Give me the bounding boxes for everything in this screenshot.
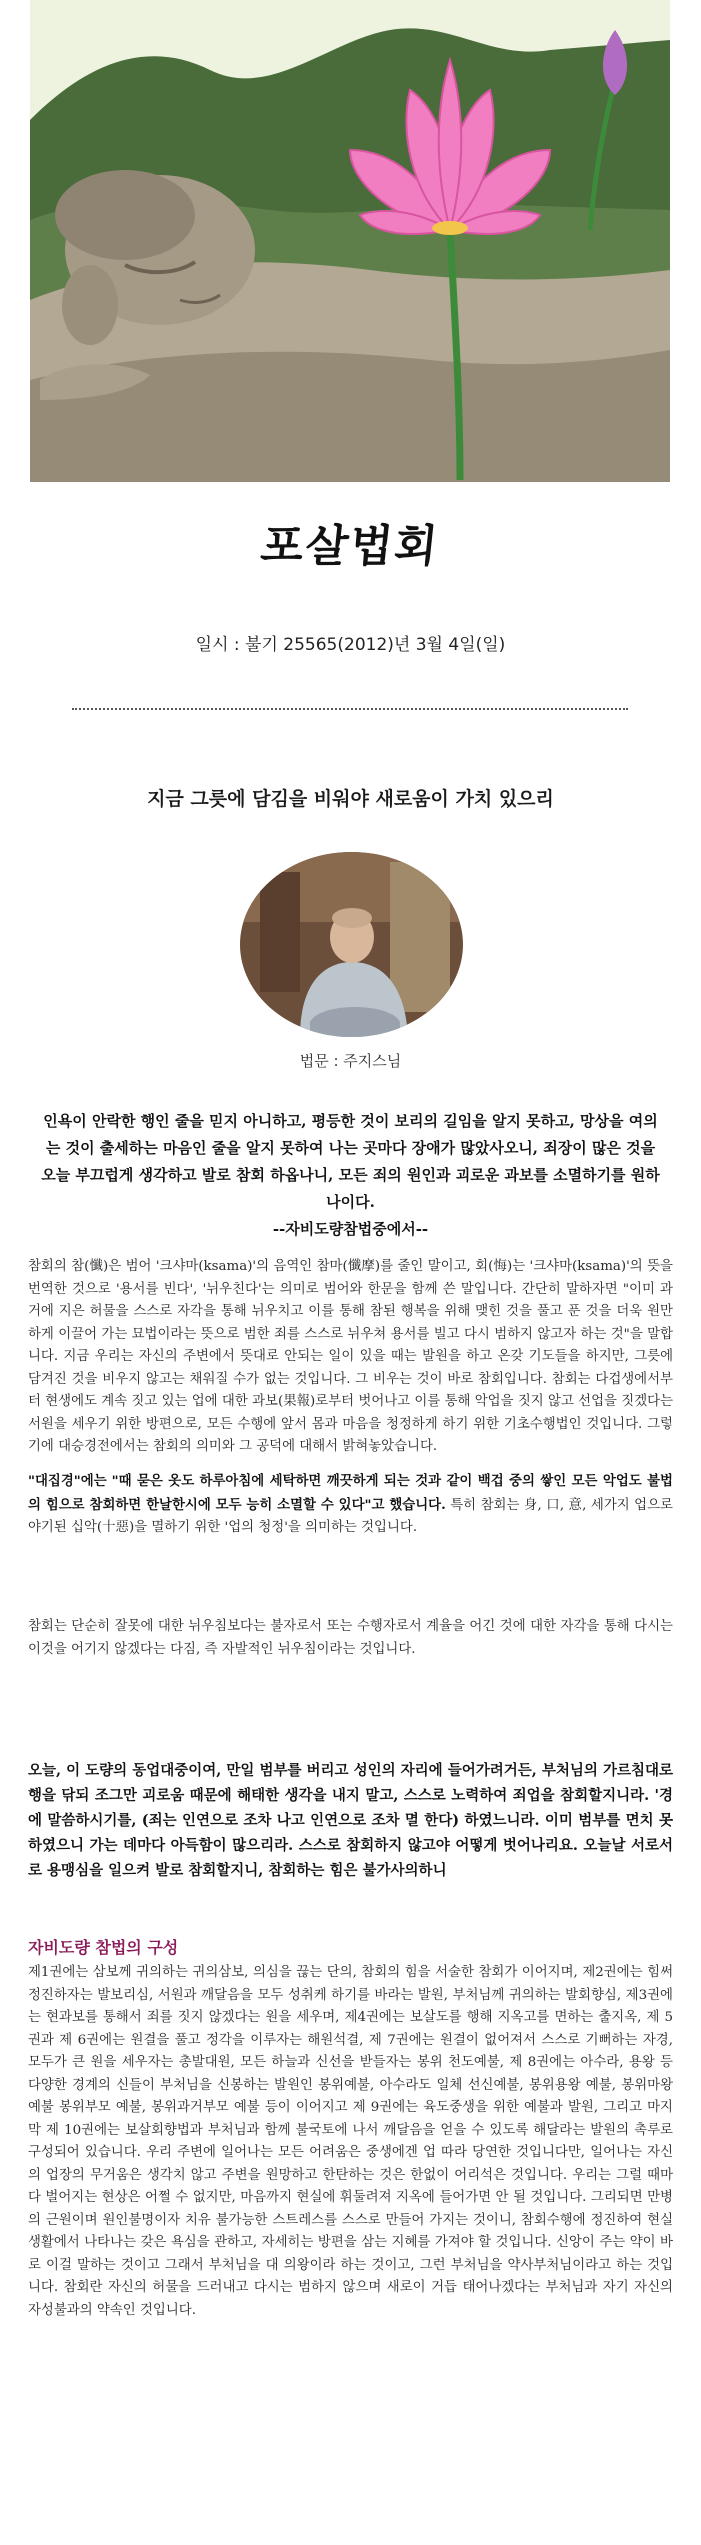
article-headline: 지금 그릇에 담김을 비워야 새로움이 가치 있으리 [147, 788, 554, 810]
vow-text: 인욕이 안락한 행인 줄을 믿지 아니하고, 평등한 것이 보리의 길임을 알지 못하고, 망상을 여의는 것이 출세하는 마음인 줄을 알지 못하여 나는 곳마다 장애가 많았사오니, 죄장이 많은 것을 오늘 부끄럽게 생각하고 발로 참회 하옵나니, 모든 죄의 원인과 괴로운 과보를 소멸하기를 원하나이다. [41, 1112, 660, 1211]
paragraph-4: 제1권에는 삼보께 귀의하는 귀의삼보, 의심을 끊는 단의, 참회의 힘을 서술한 참회가 이어지며, 제2권에는 힘써 정진하자는 발보리심, 서원과 깨달음을 모두 성취케 하기를 바라는 발원, 부처님께 귀의하는 발회향심, 제3권에는 현과보를 통해서 죄를 짓지 않겠다는 원을 세우며, 제4권에는 보살도를 행해 지옥고를 면하는 출지옥, 제 5권과 제 6권에는 원결을 풀고 정각을 이루자는 해원석결, 제 7권에는 원결이 없어져서 스스로 기뻐하는 자경, 모두가 큰 원을 세우자는 총발대원, 모든 하늘과 신선을 받들자는 봉위 천도예불, 제 8권에는 아수라, 용왕 등 다양한 경계의 신들이 부처님을 신봉하는 발원인 봉위예불, 아수라도 일체 선신예불, 봉위용왕 예불, 봉위마왕 예불 봉위부모 예불, 봉위과거부모 예불 등이 이어지고 제 9권에는 육도중생을 위한 예불과 발원, 그리고 마지막 제 10권에는 보살회향법과 부처님과 함께 불국토에 나서 깨달음을 얻을 수 있도록 해달라는 발원의 촉루로 구성되어 있습니다. 우리 주변에 일어나는 모든 어려움은 중생에겐 업 따라 당연한 것입니다만, 일어나는 자신의 업장의 무거움은 생각치 않고 주변을 원망하고 한탄하는 것은 한없이 어리석은 것입니다. 우리는 그럴 때마다 벌어지는 현상은 어쩔 수 없지만, 마음까지 현실에 휘둘려져 지옥에 들어가면 안 될 것입니다. 그리되면 만병의 근원이며 원인불명이자 치유 불가능한 스트레스를 스스로 만들어 가지는 것이니, 참회수행에 정진하여 현실생활에서 나타나는 갖은 욕심을 관하고, 자세히는 방편을 삼는 지혜를 가져야 할 것입니다. 신앙이 주는 약이 바로 이걸 말하는 것이고 그래서 부처님을 대 의왕이라 하는 것이고, 그런 부처님을 약사부처님이라고 하는 것입니다. 참회란 자신의 허물을 드러내고 다시는 범하지 않으며 새로이 거듭 태어나겠다는 부처님과 자기 자신의 자성불과의 약속인 것입니다. [28, 1965, 673, 2318]
page-title: 포살법회 [258, 521, 442, 572]
paragraph-2-quote: "때 묻은 옷도 하루아침에 세탁하면 깨끗하게 되는 것과 같이 백겁 중의 쌓인 모든 악업도 불법의 힘으로 참회하면 한날한시에 모두 능히 소멸할 수 있다"고 했습니다. [28, 1473, 673, 1513]
scripture-quote: 오늘, 이 도량의 동업대중이여, 만일 범부를 버리고 성인의 자리에 들어가려거든, 부처님의 가르침대로 행을 닦되 조그만 괴로움 때문에 해태한 생각을 내지 말고, 스스로 노력하여 죄업을 참회할지니라. '경에 말씀하시기를, (죄는 인연으로 조차 나고 인연으로 조차 멸 한다) 하였느니라. 이미 범부를 면치 못하였으니 가는 데마다 아득함이 많으리라. 스스로 참회하지 않고야 어떻게 벗어나리요. 오늘날 서로서로 용맹심을 일으켜 발로 참회할지니, 참회하는 힘은 불가사의하니 [28, 1762, 673, 1879]
section-title: 자비도량 참법의 구성 [28, 1938, 179, 1957]
paragraph-2-tail: 특히 참회는 身, 口, 意, 세가지 업으로 야기된 십악(十惡)을 멸하기 위한 '업의 청정'을 의미하는 것입니다. [28, 1497, 673, 1535]
paragraph-3: 참회는 단순히 잘못에 대한 뉘우침보다는 불자로서 또는 수행자로서 계율을 어긴 것에 대한 자각을 통해 다시는 이것을 어기지 않겠다는 다짐, 즉 자발적인 뉘우침이라는 것입니다. [28, 1619, 673, 1657]
monk-portrait-photo [240, 852, 463, 1037]
paragraph-1: 참회의 참(懺)은 범어 '크샤마(ksama)'의 음역인 참마(懺摩)를 줄인 말이고, 회(悔)는 '크샤마(ksama)'의 뜻을 번역한 것으로 '용서를 빈다', '뉘우친다'는 의미로 범어와 한문을 함께 쓴 말입니다. 간단히 말하자면 "이미 과거에 지은 허물을 스스로 자각을 통해 뉘우치고 이를 통해 참된 행복을 위해 맺힌 것을 풀고 푼 것을 더욱 원만하게 이끌어 가는 묘법이라는 뜻으로 범한 죄를 스스로 뉘우쳐 용서를 빌고 다시 범하지 않고자 하는 것"을 말합니다. 지금 우리는 자신의 주변에서 뜻대로 안되는 일이 있을 때는 발원을 하고 온갖 기도들을 하지만, 그릇에 담겨진 것을 비우지 않고는 채워질 수가 없는 것입니다. 그 비우는 것이 바로 참회입니다. 참회는 다겁생에서부터 현생에도 계속 짓고 있는 업에 대한 과보(果報)로부터 벗어나고 이를 통해 악업을 짓지 않고 선업을 짓겠다는 서원을 세우기 위한 방편으로, 모든 수행에 앞서 몸과 마음을 청정하게 하기 위한 기초수행법인 것입니다. 그렇기에 대승경전에서는 참회의 의미와 그 공덕에 대해서 밝혀놓았습니다. [28, 1259, 673, 1454]
portrait-caption: 법문 : 주지스님 [299, 1052, 402, 1070]
vow-paragraph [40, 1108, 661, 1243]
reclining-buddha-lotus-image [30, 0, 670, 482]
paragraph-2-lead: "대집경"에는 [28, 1473, 107, 1489]
dotted-divider [72, 708, 628, 710]
vow-source: --자비도량참법중에서-- [272, 1220, 429, 1238]
event-date: 일시 : 불기 25565(2012)년 3월 4일(일) [195, 635, 506, 655]
paragraph-2 [28, 1470, 673, 1540]
header-illustration [30, 0, 670, 482]
